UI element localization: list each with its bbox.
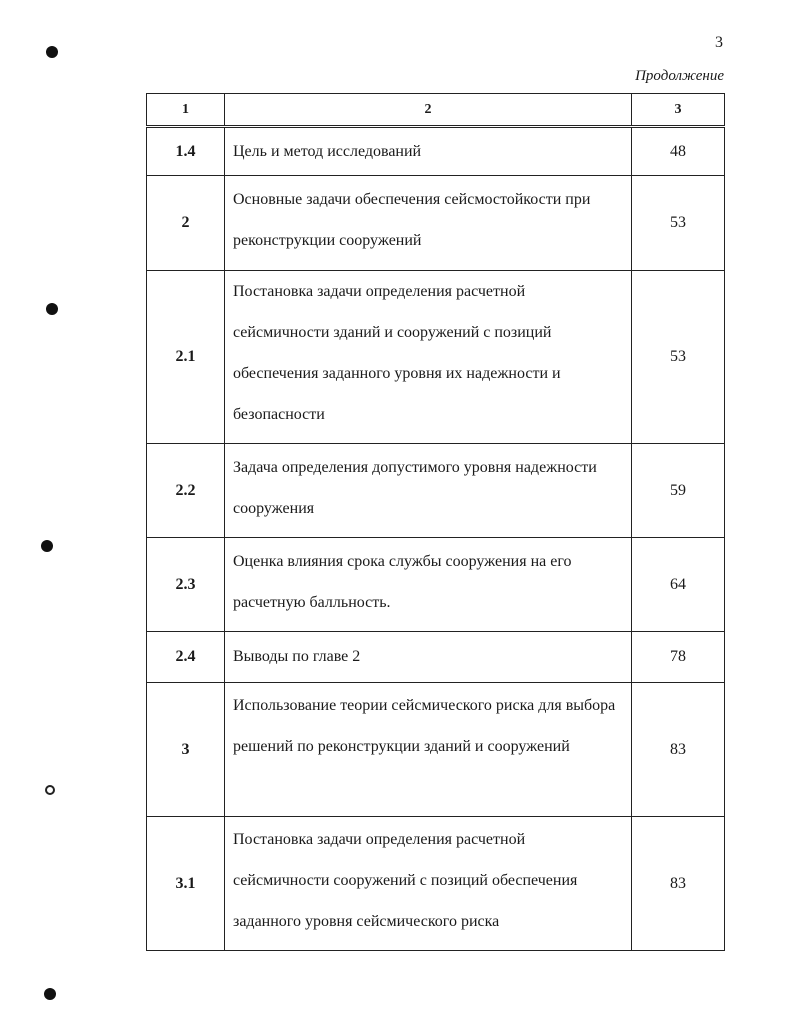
section-number: 2.3	[147, 538, 225, 632]
page-number: 3	[715, 34, 723, 51]
section-number: 2.4	[147, 632, 225, 683]
section-number: 3	[147, 683, 225, 817]
section-page: 53	[632, 176, 725, 271]
punch-hole-1	[46, 46, 58, 58]
punch-hole-2	[46, 303, 58, 315]
section-title: Постановка задачи определения расчетной сейсмичности сооружений с позиций обеспечения заданного уровня сейсмического риска	[225, 817, 632, 951]
section-title: Оценка влияния срока службы сооружения на его расчетную балльность.	[225, 538, 632, 632]
section-number: 3.1	[147, 817, 225, 951]
section-page: 59	[632, 444, 725, 538]
table-row	[147, 176, 725, 271]
section-title: Основные задачи обеспечения сейсмостойкости при реконструкции сооружений	[225, 176, 632, 271]
punch-hole-5	[44, 988, 56, 1000]
continuation-label: Продолжение	[635, 68, 724, 84]
section-number: 2.2	[147, 444, 225, 538]
punch-hole-3	[41, 540, 53, 552]
section-title: Выводы по главе 2	[225, 632, 632, 683]
section-number: 2	[147, 176, 225, 271]
table-row	[147, 817, 725, 951]
section-page: 64	[632, 538, 725, 632]
section-page: 78	[632, 632, 725, 683]
column-header-2: 2	[225, 94, 632, 127]
column-header-1: 1	[147, 94, 225, 127]
table-row	[147, 683, 725, 817]
section-title: Цель и метод исследований	[225, 127, 632, 176]
table-row	[147, 444, 725, 538]
section-page: 48	[632, 127, 725, 176]
punch-hole-4	[45, 785, 55, 795]
table-row	[147, 538, 725, 632]
section-page: 53	[632, 271, 725, 444]
section-number: 2.1	[147, 271, 225, 444]
table-row	[147, 127, 725, 176]
column-header-3: 3	[632, 94, 725, 127]
table-of-contents	[146, 93, 725, 951]
table-header-row	[147, 94, 725, 127]
table-row	[147, 271, 725, 444]
section-title: Использование теории сейсмического риска для выбора решений по реконструкции зданий и сооружений	[225, 683, 632, 817]
section-number: 1.4	[147, 127, 225, 176]
table-row	[147, 632, 725, 683]
section-page: 83	[632, 683, 725, 817]
section-title: Задача определения допустимого уровня надежности сооружения	[225, 444, 632, 538]
section-page: 83	[632, 817, 725, 951]
section-title: Постановка задачи определения расчетной сейсмичности зданий и сооружений с позиций обеспечения заданного уровня их надежности и безопасности	[225, 271, 632, 444]
